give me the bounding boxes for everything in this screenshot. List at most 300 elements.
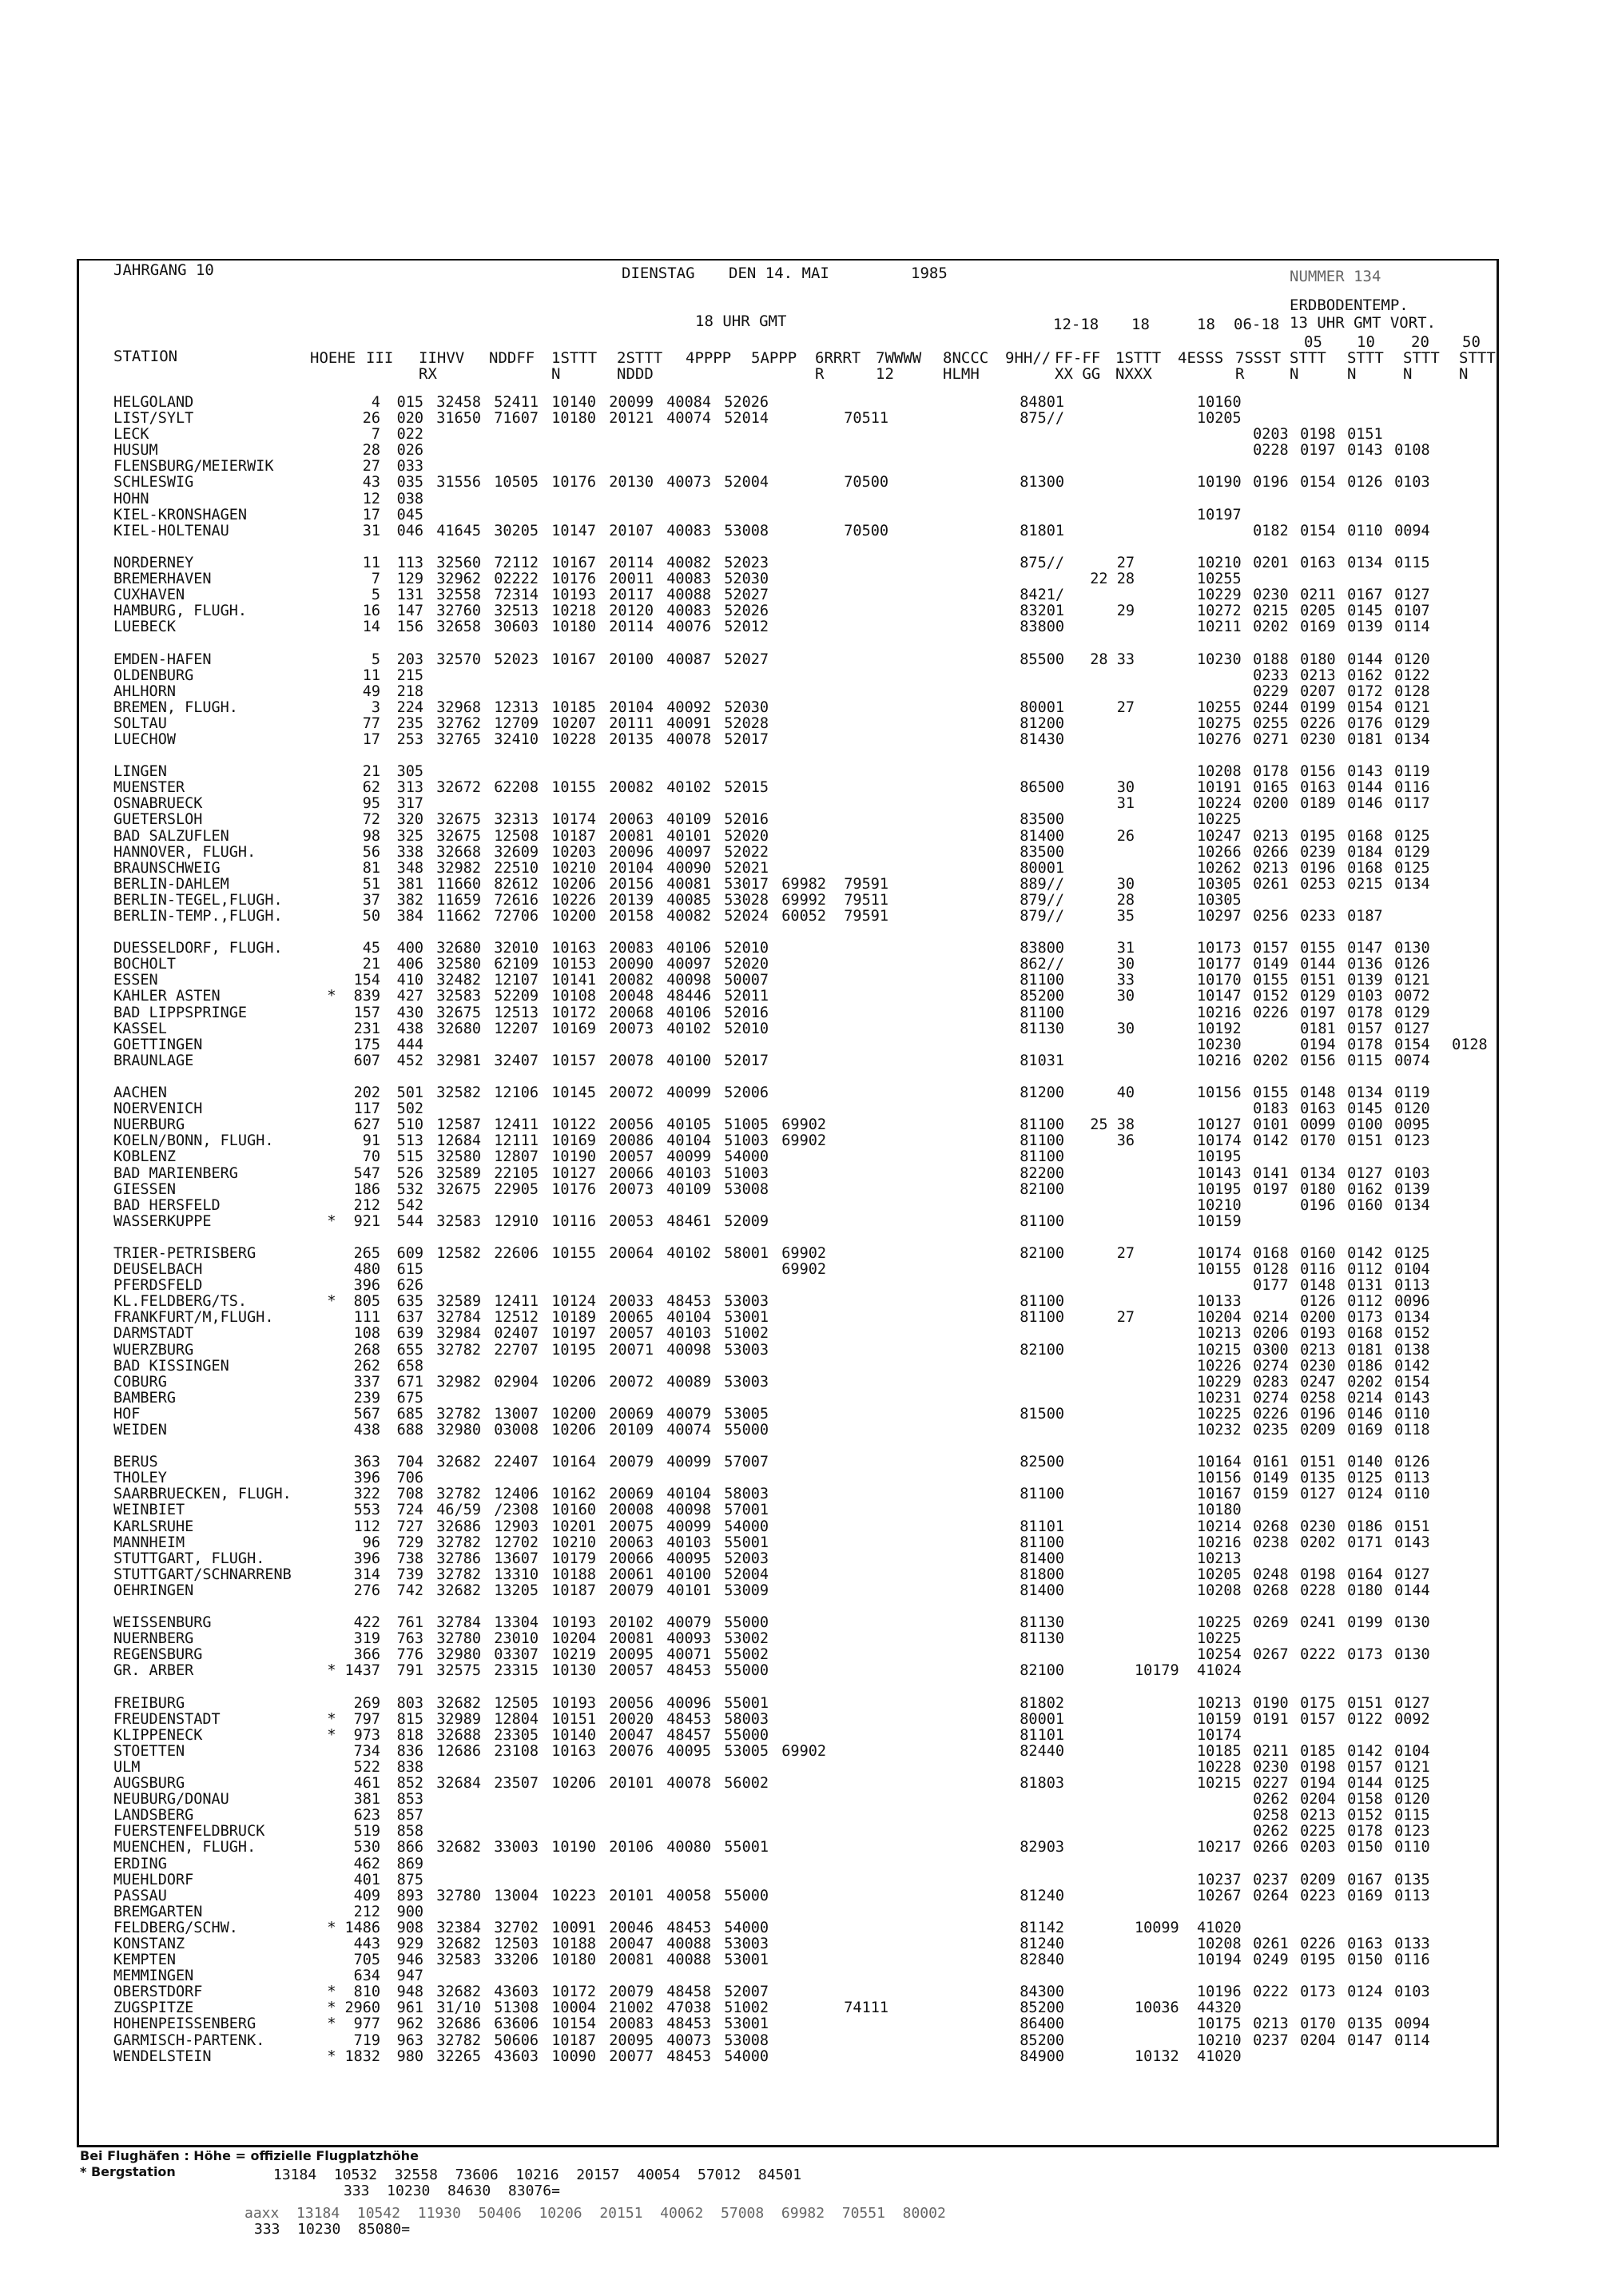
table-cell (654, 491, 711, 507)
table-cell: 10225 (1196, 811, 1242, 829)
table-row (113, 1792, 1488, 1808)
table-cell (320, 1021, 344, 1037)
table-cell: 52026 (724, 603, 769, 620)
table-cell: 48446 (666, 988, 711, 1005)
table-cell (423, 507, 481, 523)
table-cell: 30 (1116, 875, 1135, 893)
table-cell: 52028 (724, 714, 769, 732)
table-cell: 0200 (1253, 795, 1289, 813)
table-cell (1289, 395, 1336, 411)
table-cell: 0128 (1394, 682, 1430, 700)
table-cell: 0117 (1394, 795, 1430, 813)
table-row (113, 1583, 1488, 1599)
table-row (113, 1005, 1488, 1021)
table-cell: 0173 (1347, 1646, 1383, 1664)
table-cell: 30 (1116, 956, 1135, 973)
table-cell (481, 1278, 539, 1294)
table-cell: 53009 (724, 1582, 769, 1599)
table-cell: 0258 (1253, 1807, 1289, 1824)
table-cell: 10180 (551, 1952, 596, 1969)
table-cell (826, 652, 888, 668)
table-cell (481, 1872, 539, 1888)
table-cell: 111 (353, 1309, 380, 1327)
table-cell: 0184 (1347, 843, 1383, 861)
table-cell: 20076 (609, 1742, 654, 1760)
column-header: III (366, 349, 394, 367)
weekday: DIENSTAG (622, 265, 695, 282)
column-header: 1STTT (1115, 349, 1162, 367)
table-cell: * (327, 1984, 336, 2001)
table-cell: 0121 (1394, 1758, 1430, 1776)
table-cell (769, 1904, 826, 1920)
group-spacer (113, 1069, 1488, 1085)
table-cell: 10127 (551, 1164, 596, 1182)
column-header: FF-FF (1055, 349, 1101, 367)
table-cell: 0119 (1394, 1084, 1430, 1102)
column-header: 2STTT (617, 349, 663, 367)
group-spacer (113, 748, 1488, 764)
table-cell (826, 812, 888, 828)
table-cell: 12508 (494, 827, 539, 845)
table-cell (711, 1968, 769, 1984)
table-cell (320, 1840, 344, 1856)
table-cell (1383, 459, 1430, 475)
table-cell: 10193 (551, 1614, 596, 1632)
table-cell (654, 1792, 711, 1808)
table-cell: 40090 (666, 859, 711, 877)
table-cell (711, 684, 769, 700)
table-cell: 0120 (1394, 651, 1430, 668)
table-cell (320, 1936, 344, 1952)
table-cell (769, 1968, 826, 1984)
table-cell: 12406 (494, 1486, 539, 1503)
table-cell: 52012 (724, 619, 769, 636)
table-cell: 900 (396, 1903, 423, 1920)
table-cell: 10163 (551, 1742, 596, 1760)
table-cell: 0169 (1300, 619, 1336, 636)
table-cell: 32407 (494, 1052, 539, 1069)
table-cell: 035 (396, 474, 423, 491)
table-cell: 12709 (494, 714, 539, 732)
table-cell: 12686 (436, 1742, 481, 1760)
table-cell (1383, 1551, 1430, 1567)
table-cell: 10206 (551, 1422, 596, 1438)
table-cell (826, 587, 888, 603)
table-cell (1064, 1423, 1135, 1438)
table-cell (320, 1615, 344, 1631)
table-cell (769, 1920, 826, 1936)
table-cell: 10226 (551, 891, 596, 909)
table-cell (596, 1101, 654, 1117)
table-cell (1135, 523, 1242, 539)
table-cell (769, 1343, 826, 1359)
table-cell (888, 1375, 1064, 1391)
table-cell: 0213 (1253, 859, 1289, 877)
table-cell: 52411 (494, 394, 539, 411)
table-cell (596, 1904, 654, 1920)
table-cell: 12804 (494, 1710, 539, 1728)
station-name: GR. ARBER (113, 1662, 194, 1680)
table-cell: 48453 (666, 2047, 711, 2065)
table-cell: 10167 (551, 651, 596, 668)
table-cell: 857 (396, 1807, 423, 1824)
table-cell (769, 1615, 826, 1631)
table-cell (1289, 2049, 1336, 2065)
table-cell: 729 (396, 1534, 423, 1551)
table-cell (596, 1037, 654, 1053)
table-cell: 10173 (1196, 940, 1242, 957)
table-cell: 384 (396, 908, 423, 925)
table-cell: 40084 (666, 394, 711, 411)
table-cell: 27 (1116, 554, 1135, 571)
table-cell: 0127 (1394, 1566, 1430, 1583)
table-cell: 20095 (609, 2031, 654, 2049)
table-cell: 20082 (609, 779, 654, 797)
table-cell (654, 443, 711, 459)
table-cell: 10210 (1196, 1196, 1242, 1214)
table-cell: 0113 (1394, 1470, 1430, 1487)
table-cell (539, 1792, 596, 1808)
table-cell (423, 459, 481, 475)
table-cell (320, 459, 344, 475)
station-name: BAD LIPPSPRINGE (113, 1004, 248, 1021)
table-cell (826, 603, 888, 619)
table-cell: 0144 (1347, 1775, 1383, 1793)
table-cell: 0103 (1394, 474, 1430, 491)
table-cell: 235 (396, 714, 423, 732)
table-cell (769, 1984, 826, 2000)
table-cell: 55001 (724, 1839, 769, 1856)
table-cell (596, 443, 654, 459)
table-cell (1064, 2016, 1135, 2032)
table-cell: 265 (353, 1244, 380, 1262)
table-cell: 5 (371, 587, 380, 604)
table-cell (769, 1824, 826, 1840)
table-cell (1383, 1728, 1430, 1744)
table-cell: 20101 (609, 1775, 654, 1793)
table-cell (888, 491, 1064, 507)
table-cell (1336, 2000, 1383, 2016)
table-cell: 0188 (1253, 651, 1289, 668)
table-cell (826, 507, 888, 523)
table-cell: 11 (362, 554, 380, 571)
table-cell (1064, 845, 1135, 861)
table-cell: 10179 (551, 1550, 596, 1567)
table-cell: 40104 (666, 1309, 711, 1327)
table-cell (1064, 764, 1135, 780)
table-cell: 10217 (1196, 1839, 1242, 1856)
table-cell: 0160 (1300, 1244, 1336, 1262)
table-cell (1289, 812, 1336, 828)
station-name: KOBLENZ (113, 1148, 176, 1166)
table-cell: 0149 (1253, 956, 1289, 973)
table-cell: 81100 (1020, 1309, 1064, 1327)
table-cell (888, 1423, 1064, 1438)
table-cell: 82440 (1020, 1742, 1064, 1760)
table-row (113, 1166, 1488, 1182)
table-cell: 0271 (1253, 730, 1289, 748)
table-cell (1064, 861, 1135, 877)
table-cell (1064, 1856, 1135, 1872)
observation-time: 18 UHR GMT (695, 312, 787, 330)
table-cell (769, 700, 826, 716)
table-cell: 12107 (494, 972, 539, 989)
table-cell: 32583 (436, 988, 481, 1005)
table-cell: 51003 (724, 1164, 769, 1182)
table-cell: 0108 (1394, 442, 1430, 460)
table-cell: 20065 (609, 1309, 654, 1327)
table-cell (1064, 1696, 1135, 1712)
table-cell: 10162 (551, 1486, 596, 1503)
table-cell (769, 1198, 826, 1214)
table-cell: 10177 (1196, 956, 1242, 973)
table-cell: 12807 (494, 1148, 539, 1166)
table-cell: 32265 (436, 2047, 481, 2065)
table-cell: 20139 (609, 891, 654, 909)
table-cell: 0238 (1253, 1534, 1289, 1551)
table-cell: 530 (353, 1839, 380, 1856)
table-cell: 946 (396, 1952, 423, 1969)
table-cell (1336, 1920, 1383, 1936)
table-cell: 20099 (609, 394, 654, 411)
table-cell: 32675 (436, 1180, 481, 1198)
table-cell: 045 (396, 506, 423, 523)
table-cell: 20082 (609, 972, 654, 989)
table-cell: 7 (371, 426, 380, 444)
station-name: BAMBERG (113, 1389, 176, 1407)
table-cell: 10169 (551, 1020, 596, 1037)
table-row (113, 700, 1488, 716)
table-cell: 515 (396, 1148, 423, 1166)
table-cell (826, 1343, 888, 1359)
table-cell: 79511 (844, 891, 888, 909)
column-header: N (1347, 365, 1357, 383)
table-cell: 20063 (609, 811, 654, 829)
table-cell: 908 (396, 1919, 423, 1936)
table-cell (320, 1696, 344, 1712)
table-cell: 0148 (1300, 1277, 1336, 1295)
table-cell (826, 1631, 888, 1647)
table-cell: 0228 (1253, 442, 1289, 460)
table-cell (769, 1454, 826, 1470)
table-cell: 52006 (724, 1084, 769, 1102)
table-cell: 0100 (1347, 1116, 1383, 1134)
table-cell: 20106 (609, 1839, 654, 1856)
table-cell (1135, 443, 1242, 459)
table-cell: 86500 (1020, 779, 1064, 797)
table-cell: 11662 (436, 908, 481, 925)
table-cell (320, 1519, 344, 1535)
table-cell (539, 1198, 596, 1214)
station-name: BOCHOLT (113, 956, 176, 973)
table-cell: 0211 (1253, 1742, 1289, 1760)
table-row (113, 1246, 1488, 1262)
column-header: 8NCCC (943, 349, 989, 367)
table-cell: 637 (396, 1309, 423, 1327)
table-cell: 12684 (436, 1132, 481, 1150)
table-row (113, 941, 1488, 957)
table-cell (539, 491, 596, 507)
table-cell: 52009 (724, 1212, 769, 1230)
table-cell (654, 764, 711, 780)
table-cell: 96 (362, 1534, 380, 1551)
table-cell (1383, 909, 1430, 925)
table-cell (1336, 1551, 1383, 1567)
station-name: LINGEN (113, 763, 167, 781)
table-cell: 0156 (1300, 1052, 1336, 1069)
table-cell: 31 (1116, 940, 1135, 957)
table-cell (769, 1952, 826, 1968)
table-cell: 40103 (666, 1325, 711, 1343)
table-cell: 0186 (1347, 1518, 1383, 1535)
station-name: SCHLESWIG (113, 474, 194, 491)
table-cell (826, 1808, 888, 1824)
table-cell: 10206 (551, 1775, 596, 1793)
table-cell: 32784 (436, 1614, 481, 1632)
table-cell: 0214 (1253, 1309, 1289, 1327)
table-cell: 10216 (1196, 1004, 1242, 1021)
table-cell (769, 443, 826, 459)
table-cell: 84801 (1020, 394, 1064, 411)
table-cell (826, 1760, 888, 1776)
table-cell: 48461 (666, 1212, 711, 1230)
table-cell: 40099 (666, 1084, 711, 1102)
table-cell: 0148 (1300, 1084, 1336, 1102)
station-name: STUTTGART, FLUGH. (113, 1550, 265, 1567)
table-cell (481, 1792, 539, 1808)
table-cell: 0264 (1253, 1887, 1289, 1904)
table-cell: 10180 (1196, 1502, 1242, 1519)
table-cell (826, 1519, 888, 1535)
table-cell: * (327, 1212, 336, 1230)
station-name: NEUBURG/DONAU (113, 1791, 229, 1809)
table-cell: 675 (396, 1389, 423, 1407)
table-cell (1336, 893, 1383, 909)
table-cell (1289, 1149, 1336, 1165)
table-cell: 0163 (1300, 1100, 1336, 1118)
table-cell (769, 507, 826, 523)
table-cell: 0267 (1253, 1646, 1289, 1664)
table-cell: 25 38 (1090, 1116, 1135, 1134)
table-row (113, 1663, 1488, 1679)
table-cell (320, 764, 344, 780)
column-header: N (1403, 365, 1413, 383)
table-cell (769, 523, 826, 539)
table-cell (826, 1166, 888, 1182)
table-cell (320, 1037, 344, 1053)
table-cell: 20068 (609, 1004, 654, 1021)
station-name: BRAUNLAGE (113, 1052, 194, 1069)
table-cell: 0157 (1347, 1020, 1383, 1037)
table-cell: 20111 (609, 714, 654, 732)
table-cell (596, 1856, 654, 1872)
table-cell: 0133 (1394, 1936, 1430, 1952)
table-cell: 0163 (1300, 779, 1336, 797)
table-cell: 0173 (1347, 1309, 1383, 1327)
table-cell (320, 1005, 344, 1021)
table-cell: 10197 (551, 1325, 596, 1343)
table-cell: 81100 (1020, 1534, 1064, 1551)
table-row (113, 2033, 1488, 2049)
table-cell: 10223 (551, 1887, 596, 1904)
table-cell: 791 (396, 1662, 423, 1680)
table-cell: 41645 (436, 522, 481, 539)
table-cell: 0134 (1347, 554, 1383, 571)
table-cell: 0125 (1394, 1244, 1430, 1262)
table-cell: 13304 (494, 1614, 539, 1632)
table-cell: 0142 (1347, 1244, 1383, 1262)
table-cell (539, 1968, 596, 1984)
station-name: OEHRINGEN (113, 1582, 194, 1599)
table-cell: 0197 (1253, 1180, 1289, 1198)
table-cell (769, 1808, 826, 1824)
table-cell (320, 684, 344, 700)
table-cell: 108 (353, 1325, 380, 1343)
table-cell: 40088 (666, 1952, 711, 1969)
table-cell: 32786 (436, 1550, 481, 1567)
table-cell (1242, 893, 1289, 909)
table-cell: 0151 (1347, 1132, 1383, 1150)
table-cell: 52023 (724, 554, 769, 571)
table-cell (826, 1840, 888, 1856)
depth-20: 20 (1411, 333, 1429, 351)
table-cell: 81101 (1020, 1726, 1064, 1744)
table-row (113, 1551, 1488, 1567)
table-cell (320, 973, 344, 989)
table-cell (826, 1535, 888, 1551)
table-cell: 893 (396, 1887, 423, 1904)
table-cell: 40082 (666, 908, 711, 925)
table-cell (654, 459, 711, 475)
table-cell (1289, 1663, 1336, 1679)
table-cell: 0120 (1394, 1100, 1430, 1118)
table-cell: 27 (1116, 698, 1135, 716)
table-cell: 10262 (1196, 859, 1242, 877)
table-cell: 852 (396, 1775, 423, 1793)
table-cell: 626 (396, 1277, 423, 1295)
table-cell: 10172 (551, 1984, 596, 2001)
table-cell (320, 1278, 344, 1294)
table-cell (769, 1182, 826, 1198)
table-cell (539, 427, 596, 443)
table-cell (769, 1085, 826, 1101)
table-cell: 0199 (1300, 698, 1336, 716)
table-cell: 10197 (1196, 506, 1242, 523)
table-cell: 32980 (436, 1646, 481, 1664)
table-cell (1064, 1663, 1135, 1679)
table-cell: 11660 (436, 875, 481, 893)
table-cell: 10155 (1196, 1261, 1242, 1279)
table-cell (1242, 491, 1289, 507)
table-cell (596, 1359, 654, 1375)
table-cell (1383, 411, 1430, 427)
table-cell: 015 (396, 394, 423, 411)
table-cell (711, 1824, 769, 1840)
depth-10: 10 (1357, 333, 1375, 351)
table-cell: 40095 (666, 1742, 711, 1760)
table-cell (826, 1133, 888, 1149)
table-cell: 32680 (436, 940, 481, 957)
table-cell: 0177 (1253, 1277, 1289, 1295)
table-cell: 948 (396, 1984, 423, 2001)
table-cell (1064, 1470, 1135, 1486)
table-cell: 4 (371, 394, 380, 411)
table-cell: 33206 (494, 1952, 539, 1969)
table-cell: 175 (353, 1036, 380, 1053)
table-cell: 12582 (436, 1244, 481, 1262)
table-cell: 0103 (1394, 1984, 1430, 2001)
table-row (113, 1808, 1488, 1824)
